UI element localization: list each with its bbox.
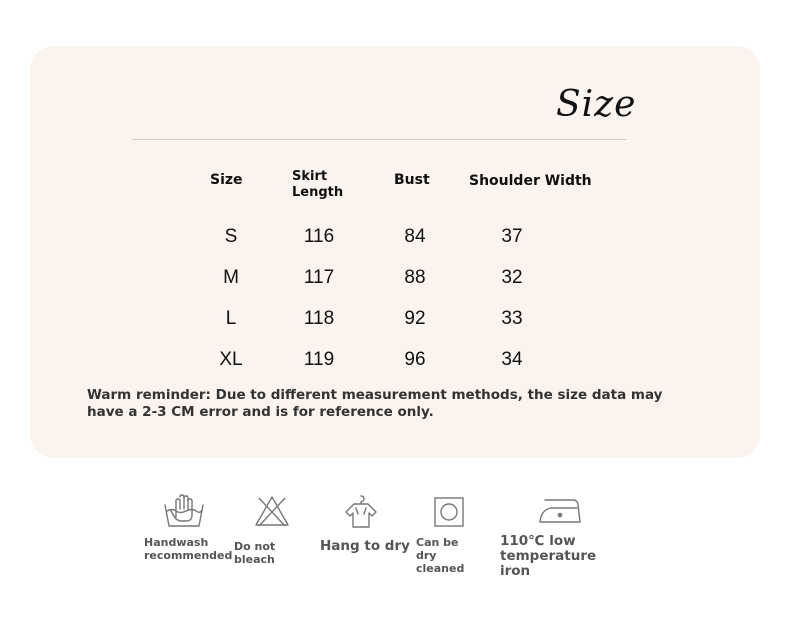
low-iron-icon [537, 496, 583, 526]
dry-clean-label: Can be dry cleaned [416, 536, 465, 575]
cell-bust: 96 [404, 349, 426, 370]
header-size: Size [210, 172, 243, 188]
cell-skirt-length: 116 [303, 226, 335, 247]
hand-wash-label: Handwash recommended [144, 536, 233, 562]
cell-size: M [223, 267, 239, 288]
title-divider [132, 139, 626, 140]
page-title: Size [556, 84, 637, 125]
cell-bust: 92 [404, 308, 426, 329]
hand-wash-icon [162, 493, 206, 529]
cell-shoulder-width: 37 [501, 226, 523, 247]
header-shoulder-width: Shoulder Width [469, 173, 592, 189]
do-not-bleach-label: Do not bleach [234, 540, 276, 566]
dry-clean-icon [432, 496, 466, 528]
cell-shoulder-width: 34 [501, 349, 523, 370]
cell-size: S [224, 226, 238, 247]
cell-skirt-length: 117 [303, 267, 335, 288]
cell-shoulder-width: 33 [501, 308, 523, 329]
cell-bust: 84 [404, 226, 426, 247]
cell-size: L [225, 308, 237, 329]
cell-bust: 88 [404, 267, 426, 288]
cell-shoulder-width: 32 [501, 267, 523, 288]
size-reminder-note: Warm reminder: Due to different measurement methods, the size data may have a 2-3 CM error and is for reference only. [87, 387, 663, 420]
header-bust: Bust [394, 172, 430, 188]
header-skirt-length: Skirt Length [292, 169, 344, 200]
low-iron-label: 110℃ low temperature iron [500, 533, 597, 579]
cell-size: XL [219, 349, 243, 370]
do-not-bleach-icon [253, 494, 291, 528]
cell-skirt-length: 118 [303, 308, 335, 329]
hang-to-dry-label: Hang to dry [320, 538, 410, 554]
hang-to-dry-icon [342, 494, 380, 530]
cell-skirt-length: 119 [303, 349, 335, 370]
